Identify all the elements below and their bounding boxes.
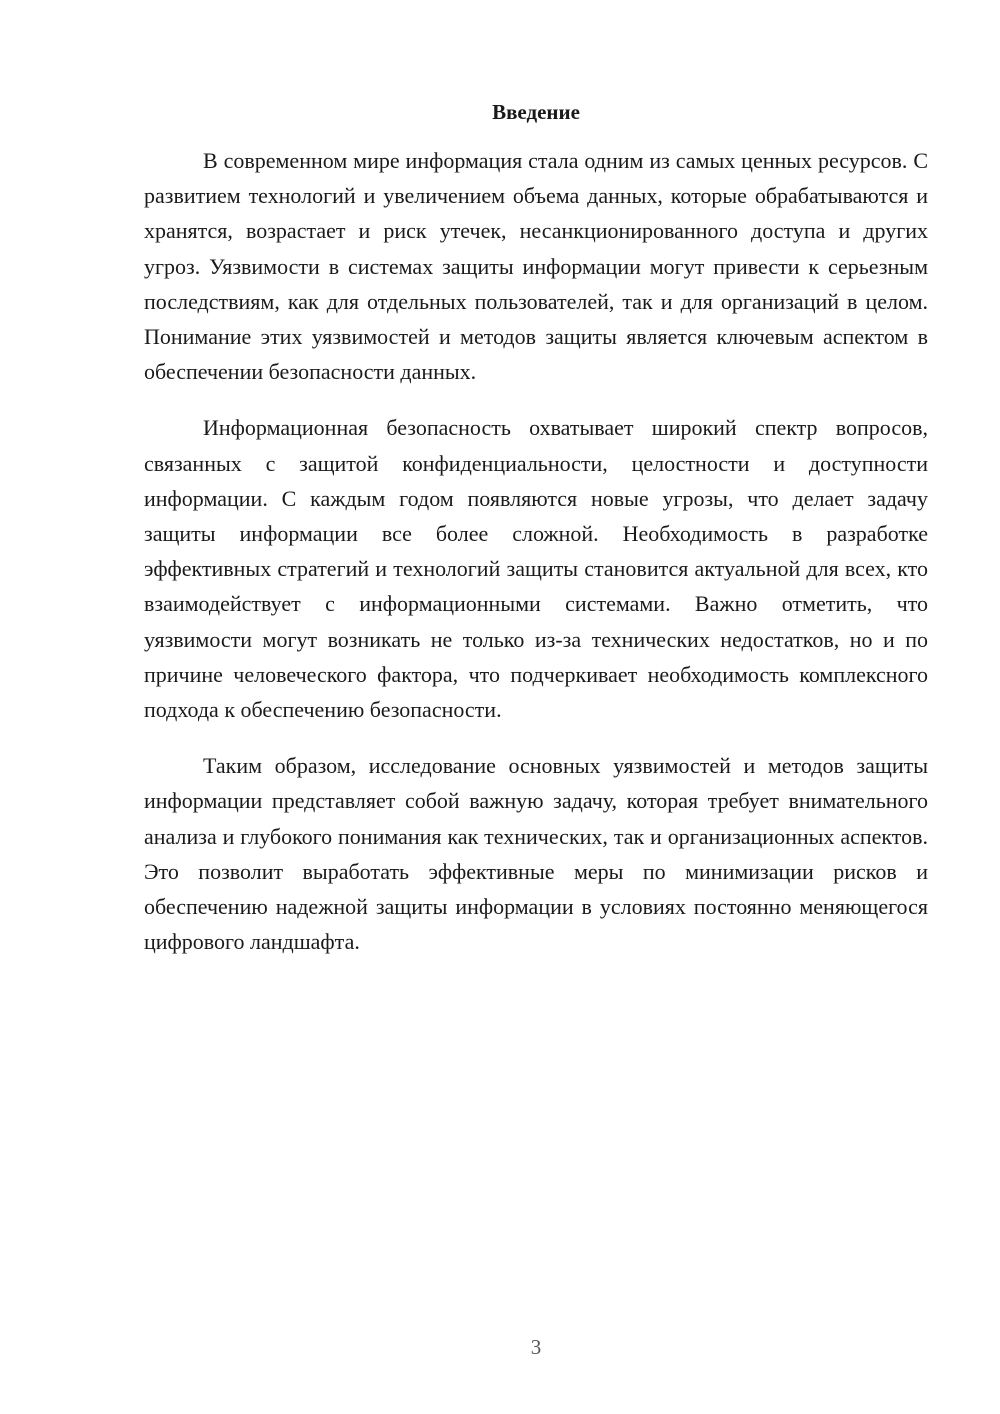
body-text bbox=[144, 143, 928, 980]
page-number: 3 bbox=[530, 1335, 542, 1359]
paragraph-2: Информационная безопасность охватывает широкий спектр вопросов, связанных с защитой конфиденциальности, целостности и доступности информации. С каждым годом появляются новые угрозы, что делает задачу защиты информации все более сложной. Необходимость в разработке эффективных стратегий и технологий защиты становится актуальной для всех, кто взаимодействует с информационными системами. Важно отметить, что уязвимости могут возникать не только из-за технических недостатков, но и по причине человеческого фактора, что подчеркивает необходимость комплексного подхода к обеспечению безопасности. bbox=[144, 415, 928, 723]
paragraph-3: Таким образом, исследование основных уязвимостей и методов защиты информации представляет собой важную задачу, которая требует внимательного анализа и глубокого понимания как технических, так и организационных аспектов. Это позволит выработать эффективные меры по минимизации рисков и обеспечению надежной защиты информации в условиях постоянно меняющегося цифрового ландшафта. bbox=[144, 753, 928, 955]
section-heading: Введение bbox=[492, 100, 580, 124]
paragraph-1: В современном мире информация стала одним из самых ценных ресурсов. С развитием технологий и увеличением объема данных, которые обрабатываются и хранятся, возрастает и риск утечек, несанкционированного доступа и других угроз. Уязвимости в системах защиты информации могут привести к серьезным последствиям, как для отдельных пользователей, так и для организаций в целом. Понимание этих уязвимостей и методов защиты является ключевым аспектом в обеспечении безопасности данных. bbox=[144, 148, 928, 385]
